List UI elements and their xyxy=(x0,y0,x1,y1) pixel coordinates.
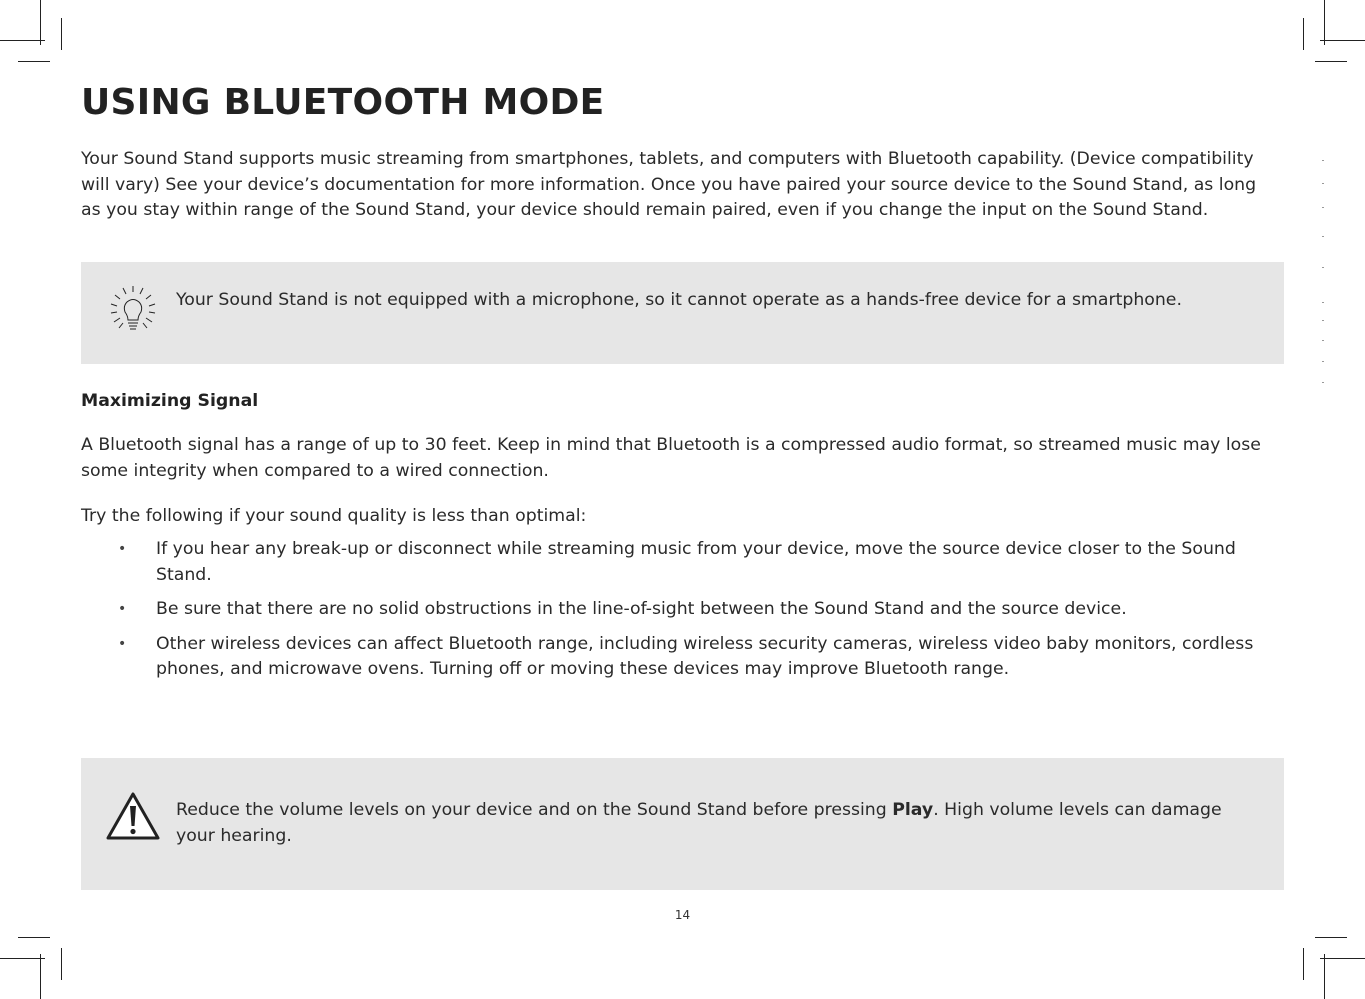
crop-mark xyxy=(1324,954,1325,999)
list-item-text: Be sure that there are no solid obstructions in the line-of-sight between the Sound Stand and the source device. xyxy=(156,599,1127,619)
signal-paragraph: A Bluetooth signal has a range of up to 30 feet. Keep in mind that Bluetooth is a compressed audio format, so streamed music may lose some integrity when compared to a wired connection. xyxy=(81,435,1261,481)
crop-mark xyxy=(61,948,62,980)
lightbulb-icon xyxy=(105,282,161,338)
section-heading: Maximizing Signal xyxy=(81,391,259,411)
crop-mark xyxy=(1324,0,1325,45)
warning-icon xyxy=(103,788,163,844)
tip-box xyxy=(81,262,1284,364)
warning-text-before: Reduce the volume levels on your device and on the Sound Stand before pressing xyxy=(176,800,893,820)
crop-mark xyxy=(61,18,62,50)
margin-marks xyxy=(1318,150,1326,390)
list-item-text: Other wireless devices can affect Bluetooth range, including wireless security cameras, wireless video baby monitors, cordless phones, and microwave ovens. Turning off or moving these devices may improve Bluetooth range. xyxy=(156,633,1254,679)
bullet-glyph: • xyxy=(118,635,127,652)
crop-mark xyxy=(40,954,41,999)
intro-paragraph: Your Sound Stand supports music streaming from smartphones, tablets, and computers with Bluetooth capability. (Device compatibility will vary) See your device’s documentation for more information. Once you have paired your source device to the Sound Stand, as long as you stay within range of the Sound Stand, your device should remain paired, even if you change the input on the Sound Stand. xyxy=(81,149,1257,220)
crop-mark xyxy=(0,958,45,959)
warning-text-after: . High volume levels can damage your hearing. xyxy=(176,800,1222,846)
crop-mark xyxy=(18,937,50,938)
crop-mark xyxy=(40,0,41,45)
list-item xyxy=(81,537,1276,588)
crop-mark xyxy=(1303,948,1304,980)
play-keyword: Play xyxy=(892,800,934,820)
warning-box xyxy=(81,758,1284,890)
crop-mark xyxy=(1315,937,1347,938)
tips-list xyxy=(81,537,1276,692)
list-item xyxy=(81,597,1276,623)
crop-mark xyxy=(1320,40,1365,41)
page-number: 14 xyxy=(674,908,691,922)
warning-text xyxy=(176,798,1264,849)
bullet-glyph: • xyxy=(118,601,127,617)
list-item xyxy=(81,632,1276,683)
list-item-text: If you hear any break-up or disconnect while streaming music from your device, move the source device closer to the Sound Stand. xyxy=(156,539,1236,585)
bullet-glyph: • xyxy=(118,541,127,557)
crop-mark xyxy=(0,40,45,41)
tip-text: Your Sound Stand is not equipped with a microphone, so it cannot operate as a hands-free device for a smartphone. xyxy=(176,290,1182,310)
crop-mark xyxy=(1303,18,1304,50)
try-intro: Try the following if your sound quality is less than optimal: xyxy=(81,506,587,526)
page-title: USING BLUETOOTH MODE xyxy=(81,82,605,123)
crop-mark xyxy=(1320,958,1365,959)
crop-mark xyxy=(18,61,50,62)
crop-mark xyxy=(1315,61,1347,62)
